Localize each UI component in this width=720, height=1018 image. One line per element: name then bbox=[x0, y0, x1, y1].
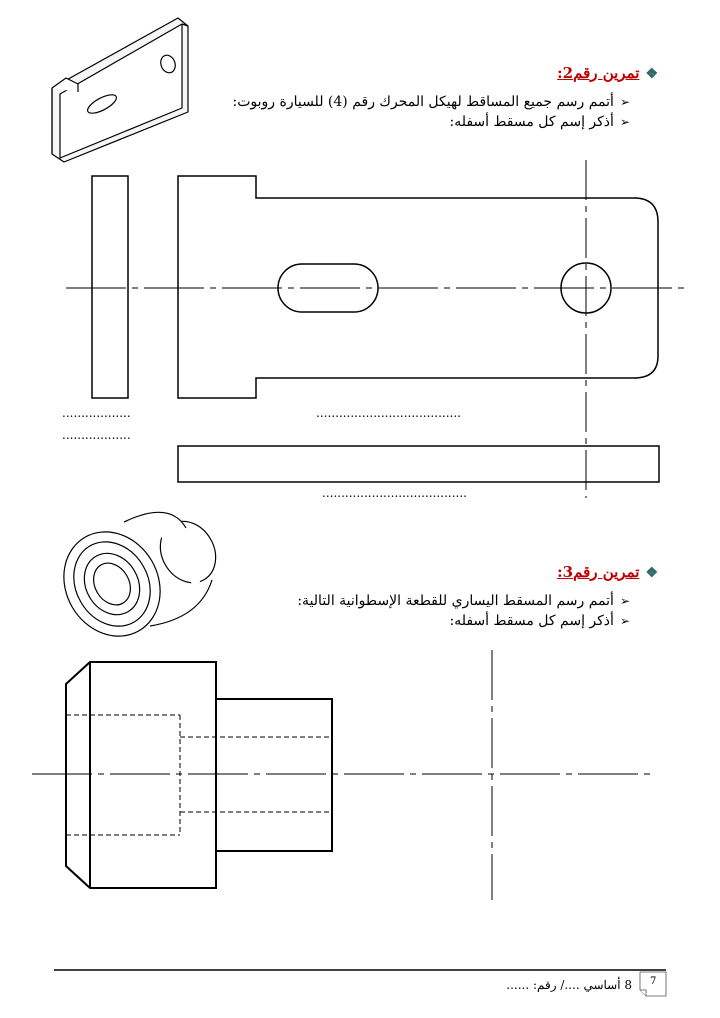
isometric-cylinder-picture bbox=[45, 511, 226, 653]
center-lines-ex2 bbox=[66, 160, 688, 498]
answer-blank-left-view: .................. bbox=[62, 406, 131, 420]
plate-top-view bbox=[178, 446, 659, 482]
diamond-bullet-icon: ❖ bbox=[645, 565, 658, 581]
exercise2-heading: ❖تمرين رقم2: bbox=[557, 64, 658, 82]
plate-left-view bbox=[92, 176, 128, 398]
exercise3-bullet-2: ➢أذكر إسم كل مسقط أسفله: bbox=[449, 613, 630, 629]
footer-class-label: 8 أساسي ..../ رقم: ...... bbox=[506, 978, 632, 992]
cylinder-front-view bbox=[66, 662, 332, 888]
arrowhead-bullet-icon: ➢ bbox=[619, 115, 630, 129]
answer-blank-front-view: ...................................... bbox=[316, 406, 461, 420]
exercise2-bullet-1: ➢أتمم رسم جميع المساقط لهيكل المحرك رقم (4) للسيارة روبوت: bbox=[232, 94, 630, 110]
center-lines-ex3 bbox=[32, 650, 650, 900]
exercise3-heading: ❖تمرين رقم3: bbox=[557, 563, 658, 581]
arrowhead-bullet-icon: ➢ bbox=[619, 95, 630, 109]
arrowhead-bullet-icon: ➢ bbox=[619, 594, 630, 608]
exercise3-bullet-1: ➢أتمم رسم المسقط اليساري للقطعة الإسطوانية التالية: bbox=[297, 593, 630, 609]
diamond-bullet-icon: ❖ bbox=[645, 66, 658, 82]
arrowhead-bullet-icon: ➢ bbox=[619, 614, 630, 628]
exercise2-bullet-2: ➢أذكر إسم كل مسقط أسفله: bbox=[449, 114, 630, 130]
answer-blank-top-view: ...................................... bbox=[322, 486, 467, 500]
isometric-plate-picture bbox=[52, 18, 188, 162]
answer-blank-left-view-2: .................. bbox=[62, 428, 131, 442]
hidden-lines-ex3 bbox=[66, 715, 332, 835]
page-number: 7 bbox=[650, 976, 657, 987]
